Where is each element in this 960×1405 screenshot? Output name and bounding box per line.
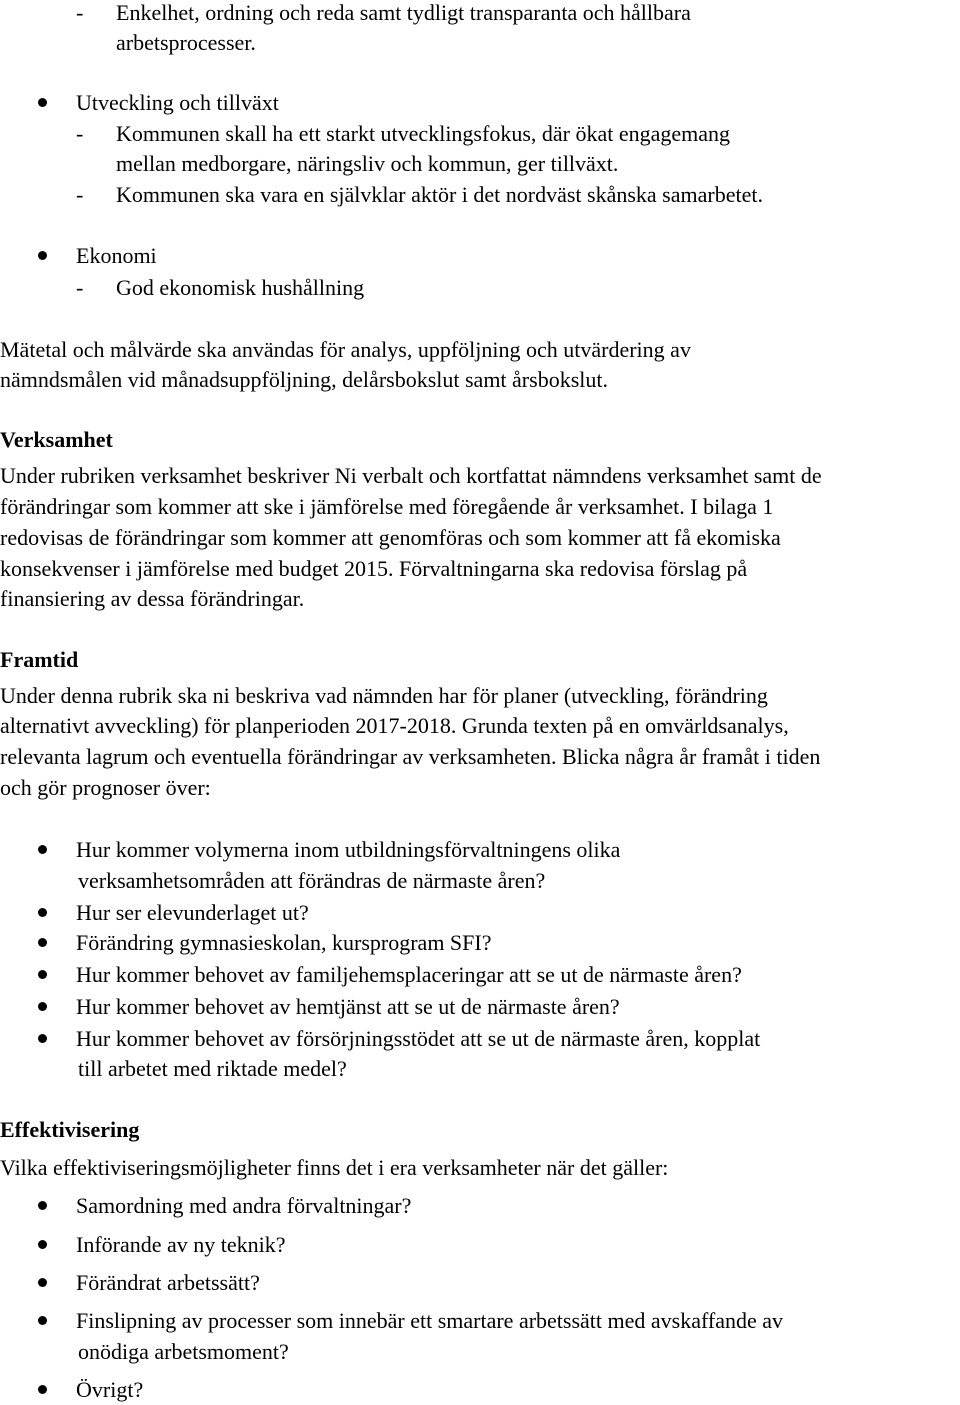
dash-marker: - (76, 0, 84, 25)
list-item: Hur kommer volymerna inom utbildningsförvaltningens olika (76, 837, 621, 862)
section-heading-framtid: Framtid (0, 647, 79, 672)
list-item-continuation: onödiga arbetsmoment? (78, 1339, 289, 1364)
list-item: Hur ser elevunderlaget ut? (76, 900, 309, 925)
bullet-icon (38, 845, 47, 854)
bullet-icon (38, 1316, 47, 1325)
dash-marker: - (76, 182, 84, 207)
bullet-title: Ekonomi (76, 243, 157, 268)
list-item: Övrigt? (76, 1377, 144, 1402)
bullet-title: Utveckling och tillväxt (76, 90, 279, 115)
text-line: alternativt avveckling) för planperioden 2017-2018. Grunda texten på en omvärldsanalys, (0, 713, 789, 738)
text-line: finansiering av dessa förändringar. (0, 586, 305, 611)
text-line: Under denna rubrik ska ni beskriva vad nämnden har för planer (utveckling, förändring (0, 683, 768, 708)
list-item: Införande av ny teknik? (76, 1232, 286, 1257)
bullet-icon (38, 1201, 47, 1210)
list-item: Hur kommer behovet av familjehemsplaceringar att se ut de närmaste åren? (76, 962, 742, 987)
bullet-icon (38, 908, 47, 917)
text-line: God ekonomisk hushållning (116, 275, 365, 300)
text-line: nämndsmålen vid månadsuppföljning, delårsbokslut samt årsbokslut. (0, 367, 608, 392)
bullet-icon (38, 1278, 47, 1287)
bullet-icon (38, 251, 47, 260)
text-line: Vilka effektiviseringsmöjligheter finns det i era verksamheter när det gäller: (0, 1155, 669, 1180)
list-item: Förändring gymnasieskolan, kursprogram SFI? (76, 930, 492, 955)
text-line: Kommunen skall ha ett starkt utvecklingsfokus, där ökat engagemang (116, 121, 731, 146)
list-item-continuation: till arbetet med riktade medel? (78, 1056, 347, 1081)
list-item: Finslipning av processer som innebär ett smartare arbetssätt med avskaffande av (76, 1308, 784, 1333)
dash-marker: - (76, 275, 84, 300)
bullet-icon (38, 1240, 47, 1249)
text-line: och gör prognoser över: (0, 775, 211, 800)
section-heading-verksamhet: Verksamhet (0, 427, 113, 452)
bullet-icon (38, 970, 47, 979)
list-item: Hur kommer behovet av försörjningsstödet att se ut de närmaste åren, kopplat (76, 1026, 761, 1051)
text-line: relevanta lagrum och eventuella förändringar av verksamheten. Blicka några år framåt i tiden (0, 744, 821, 769)
text-line: redovisas de förändringar som kommer att genomföras och som kommer att få ekomiska (0, 525, 781, 550)
list-item: Förändrat arbetssätt? (76, 1270, 260, 1295)
text-line: Kommunen ska vara en självklar aktör i det nordväst skånska samarbetet. (116, 182, 763, 207)
text-line: Under rubriken verksamhet beskriver Ni verbalt och kortfattat nämndens verksamhet samt de (0, 463, 822, 488)
text-line: arbetsprocesser. (116, 30, 256, 55)
text-line: Enkelhet, ordning och reda samt tydligt transparanta och hållbara (116, 0, 691, 25)
text-line: konsekvenser i jämförelse med budget 2015. Förvaltningarna ska redovisa förslag på (0, 556, 748, 581)
bullet-icon (38, 938, 47, 947)
list-item: Samordning med andra förvaltningar? (76, 1193, 412, 1218)
section-heading-effektivisering: Effektivisering (0, 1117, 140, 1142)
bullet-icon (38, 98, 47, 107)
list-item-continuation: verksamhetsområden att förändras de närmaste åren? (78, 868, 546, 893)
text-line: mellan medborgare, näringsliv och kommun, ger tillväxt. (116, 151, 619, 176)
text-line: förändringar som kommer att ske i jämförelse med föregående år verksamhet. I bilaga 1 (0, 494, 774, 519)
bullet-icon (38, 1002, 47, 1011)
bullet-icon (38, 1034, 47, 1043)
dash-marker: - (76, 121, 84, 146)
text-line: Mätetal och målvärde ska användas för analys, uppföljning och utvärdering av (0, 337, 691, 362)
bullet-icon (38, 1385, 47, 1394)
list-item: Hur kommer behovet av hemtjänst att se ut de närmaste åren? (76, 994, 620, 1019)
